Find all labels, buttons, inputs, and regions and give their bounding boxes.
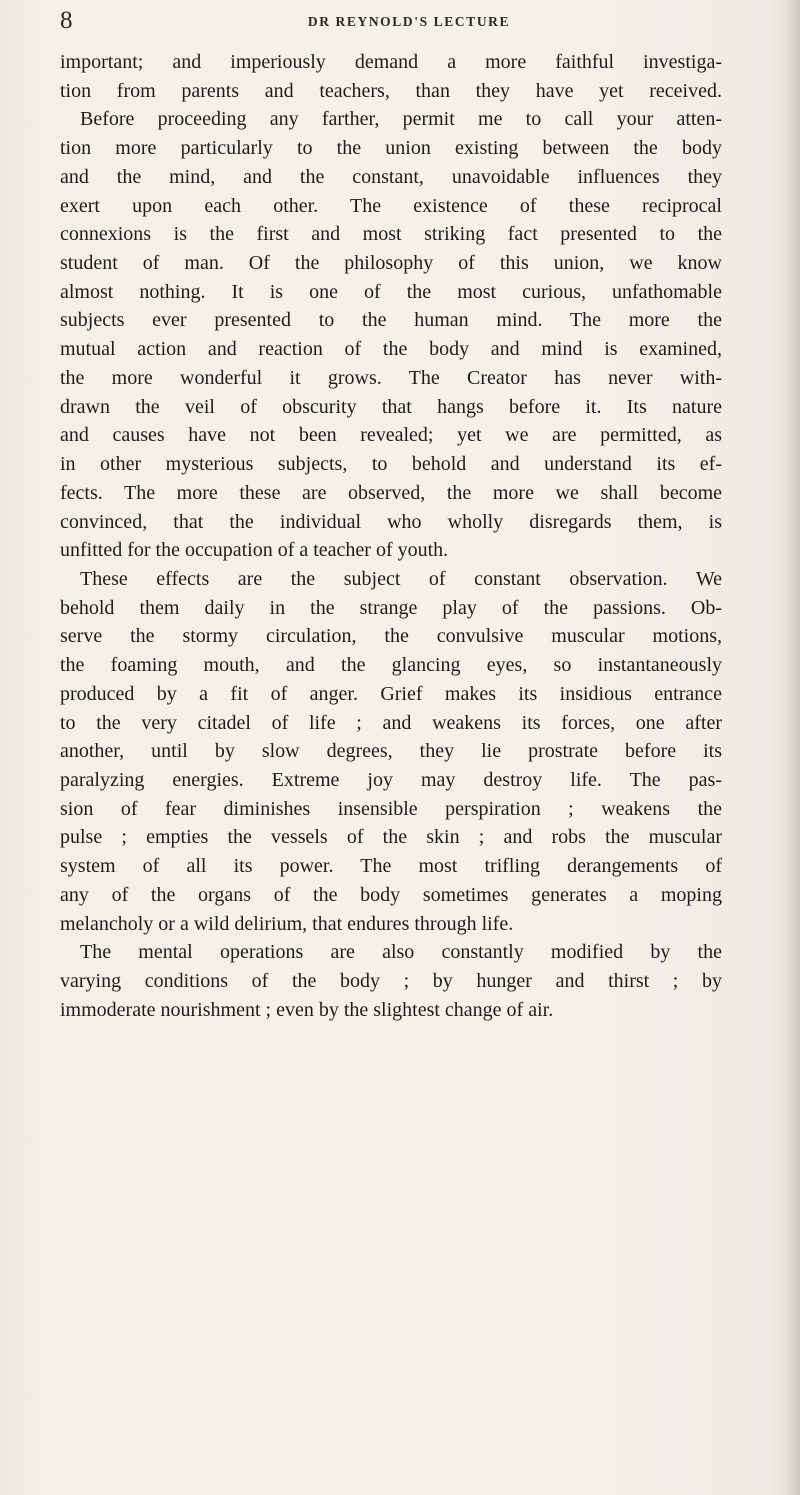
text-line: and causes have not been revealed; yet we are permitted, as — [60, 424, 722, 447]
body-text — [60, 48, 722, 1024]
text-line: sion of fear diminishes insensible perspiration ; weakens the — [60, 797, 722, 820]
text-line: another, until by slow degrees, they lie prostrate before its — [60, 740, 722, 763]
text-line: produced by a fit of anger. Grief makes its insidious entrance — [60, 682, 722, 705]
text-line: varying conditions of the body ; by hunger and thirst ; by — [60, 970, 722, 992]
text-line: serve the stormy circulation, the convulsive muscular motions, — [60, 625, 722, 648]
page-edge-shadow — [786, 0, 800, 1495]
text-line: The mental operations are also constantly modified by the — [80, 941, 722, 964]
text-line: melancholy or a wild delirium, that endures through life. — [60, 912, 514, 935]
text-line: the more wonderful it grows. The Creator has never with- — [60, 366, 722, 389]
text-line: student of man. Of the philosophy of this union, we know — [60, 252, 722, 275]
text-line: These effects are the subject of constant observation. We — [80, 567, 722, 590]
text-line: subjects ever presented to the human mind. The more the — [60, 309, 722, 332]
text-line: system of all its power. The most trifling derangements of — [60, 855, 722, 878]
text-line: important; and imperiously demand a more faithful investiga- — [60, 51, 722, 73]
text-line: fects. The more these are observed, the more we shall become — [60, 481, 722, 504]
text-line: and the mind, and the constant, unavoidable influences they — [60, 165, 722, 188]
text-line: to the very citadel of life ; and weakens its forces, one after — [60, 711, 722, 734]
text-line: drawn the veil of obscurity that hangs before it. Its nature — [60, 395, 722, 418]
page-number: 8 — [60, 7, 73, 34]
page-header — [60, 6, 720, 36]
text-line: Before proceeding any farther, permit me to call your atten- — [80, 108, 722, 131]
text-line: unfitted for the occupation of a teacher of youth. — [60, 539, 449, 562]
text-line: the foaming mouth, and the glancing eyes, so instantaneously — [60, 654, 722, 677]
text-line: immoderate nourishment ; even by the slightest change of air. — [60, 998, 554, 1021]
text-line: in other mysterious subjects, to behold and understand its ef- — [60, 453, 722, 476]
text-line: behold them daily in the strange play of the passions. Ob- — [60, 596, 722, 619]
text-line: paralyzing energies. Extreme joy may destroy life. The pas- — [60, 768, 722, 791]
running-head: DR REYNOLD'S LECTURE — [307, 14, 511, 29]
text-line: any of the organs of the body sometimes generates a moping — [60, 883, 722, 906]
text-line: pulse ; empties the vessels of the skin ; and robs the muscular — [60, 826, 722, 849]
text-line: tion more particularly to the union existing between the body — [60, 137, 722, 160]
text-line: tion from parents and teachers, than they have yet received. — [60, 79, 722, 102]
text-line: convinced, that the individual who wholly disregards them, is — [60, 510, 722, 533]
text-line: mutual action and reaction of the body and mind is examined, — [60, 338, 722, 361]
text-line: almost nothing. It is one of the most curious, unfathomable — [60, 280, 722, 303]
text-line: exert upon each other. The existence of these reciprocal — [60, 194, 722, 217]
text-line: connexions is the first and most striking fact presented to the — [60, 223, 722, 246]
